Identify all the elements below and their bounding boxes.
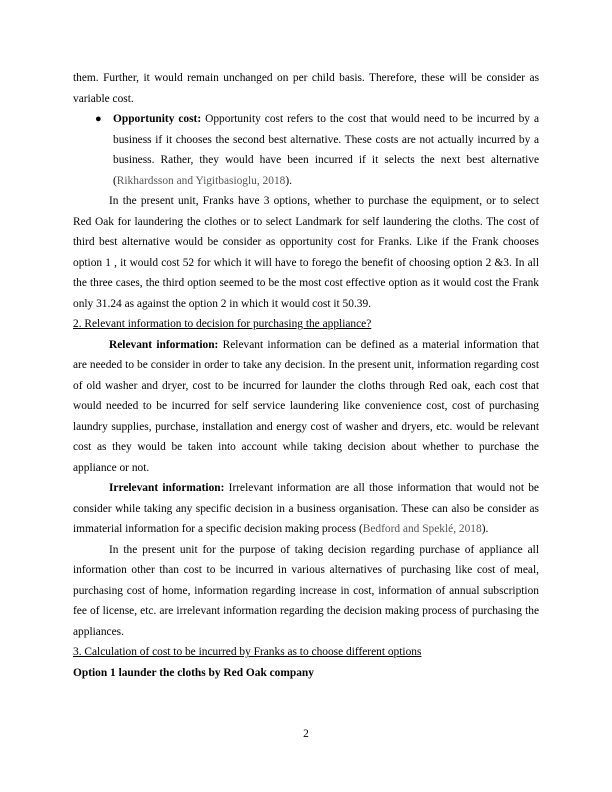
subheading-option-1: Option 1 launder the cloths by Red Oak company bbox=[73, 666, 314, 679]
citation-rikhardsson: Rikhardsson and Yigitbasioglu, 2018 bbox=[116, 174, 286, 187]
citation-close: ). bbox=[285, 174, 292, 187]
citation-bedford: Bedford and Speklé, 2018 bbox=[362, 523, 482, 535]
paragraph-relevant-information bbox=[73, 335, 539, 479]
paragraph-irrelevant-information bbox=[73, 478, 539, 540]
citation-close: ). bbox=[481, 523, 489, 535]
opportunity-cost-definition: Opportunity cost refers to the cost that would need to be incurred by a business if it chooses the second best alternative. These costs are not actually incurred by a business. Rather, they would have been incurred if it selects the next best alternative ( bbox=[113, 113, 540, 187]
bullet-dot-icon: ● bbox=[95, 113, 102, 125]
irrelevant-information-text: Irrelevant information are all those information that would not be consider while taking any specific decision in a business organisation. These can also be consider as immaterial information for a specific decision making process ( bbox=[73, 482, 539, 535]
paragraph-variable-cost: them. Further, it would remain unchanged on per child basis. Therefore, these will be consider as variable cost. bbox=[73, 72, 539, 105]
term-irrelevant-information: Irrelevant information: bbox=[109, 482, 225, 494]
page-number: 2 bbox=[303, 728, 309, 740]
relevant-information-text: Relevant information can be defined as a material information that are needed to be consider in order to take any decision. In the present unit, information regarding cost of old washer and dryer, cost to be incurred for launder the cloths through Red oak, each cost that would needed to be incurred for self service laundering like convenience cost, cost of purchasing laundry supplies, purchase, installation and energy cost of washer and dryers, etc. would be relevant cost as they would be taken into account while taking decision about whether to purchase the appliance or not. bbox=[73, 338, 539, 474]
section-heading-relevant-info: 2. Relevant information to decision for purchasing the appliance? bbox=[73, 318, 372, 330]
document-body bbox=[73, 68, 539, 683]
paragraph-irrelevant-examples: In the present unit for the purpose of taking decision regarding purchase of appliance all information other than cost to be incurred in various alternatives of purchasing like cost of meal, purchasing cost of home, information regarding increase in cost, information of annual subscription fee of license, etc. are irrelevant information regarding the decision making process of purchasing the appliances. bbox=[73, 543, 539, 638]
paragraph-franks-options: In the present unit, Franks have 3 options, whether to purchase the equipment, or to select Red Oak for laundering the clothes or to select Landmark for self laundering the cloths. The cost of third best alternative would be consider as opportunity cost for Franks. Like if the Frank chooses option 1 , it would cost 52 for which it will have to forego the benefit of choosing option 2 &3. In all the three cases, the third option seemed to be the most cost effective option as it would cost the Frank only 31.24 as against the option 2 in which it would cost it 50.39. bbox=[73, 195, 539, 310]
section-heading-calculation: 3. Calculation of cost to be incurred by Franks as to choose different options bbox=[73, 646, 422, 658]
term-opportunity-cost: Opportunity cost: bbox=[113, 113, 202, 125]
term-relevant-information: Relevant information: bbox=[109, 338, 219, 351]
bullet-opportunity-cost bbox=[73, 109, 539, 191]
